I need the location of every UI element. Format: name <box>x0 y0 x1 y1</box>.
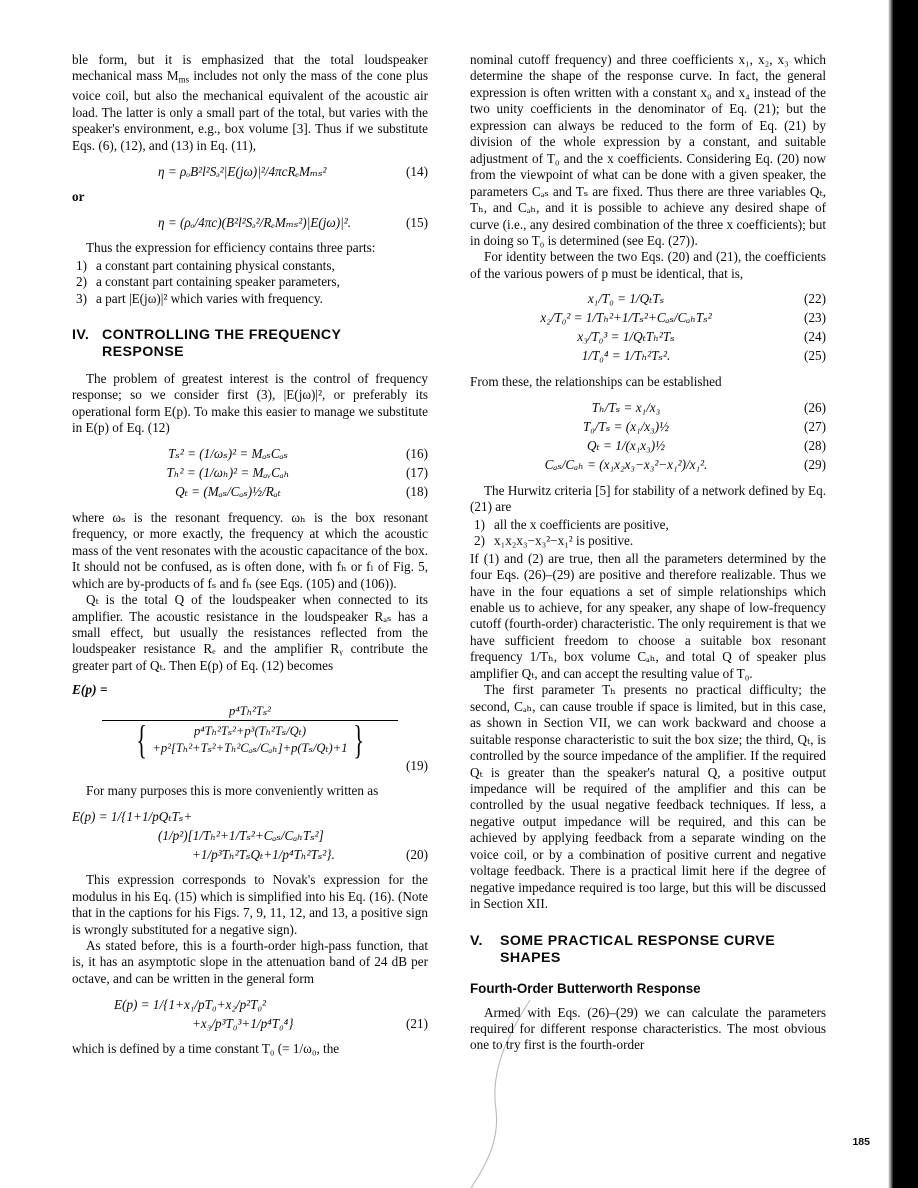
paragraph-continuation: ble form, but it is emphasized that the total loudspeaker mechanical mass $M_{ms}$ includes not only the mass of the cone plus voice coil, but also the mechanical equivalent of the acoustic air load. The latter is only a small part of the total, but varies with the speaker's environment, e.g., box volume [3]. Thus if we substitute Eqs. (6), (12), and (13) in Eq. (11), <box>72 52 428 153</box>
paragraph-time-constant: which is defined by a time constant T₀ (= 1/ω₀, the <box>72 1041 340 1057</box>
paragraph-frequency-control: The problem of greatest interest is the control of frequency response; so we consider first (3), |E(jω)|², or preferably its operational form E(p). To make this easier to manage we substitute in E(p) of Eq. (12) <box>72 371 428 436</box>
section-heading-v <box>470 933 826 967</box>
paragraph-identity: For identity between the two Eqs. (20) and (21), the coefficients of the various powers of p must be identical, that is, <box>470 249 826 281</box>
equation-20 <box>72 807 428 864</box>
equation-22-body: x₁/T₀ = 1/QₜTₛ <box>587 291 665 307</box>
section-iv-number: IV. <box>72 327 90 344</box>
equations-16-18 <box>72 444 428 501</box>
equation-14 <box>72 162 428 181</box>
equation-19-denominator-line2: +p²[Tₕ²+Tₛ²+Tₕ²Cₐₛ/Cₐₕ]+p(Tₛ/Qₜ)+1 <box>152 741 348 756</box>
equation-14-number: (14) <box>406 164 428 180</box>
section-v-number: V. <box>470 932 483 949</box>
equation-24-body: x₃/T₀³ = 1/QₜTₕ²Tₛ <box>577 329 675 345</box>
list-marker: 1) <box>76 257 87 273</box>
equation-22-number: (22) <box>804 291 826 307</box>
equation-15-number: (15) <box>406 215 428 231</box>
list-marker: 1) <box>474 516 485 532</box>
right-column <box>470 52 826 1054</box>
list-item <box>470 517 826 533</box>
right-brace: } <box>352 717 364 763</box>
equation-19-fraction <box>72 703 428 775</box>
equation-29-number: (29) <box>804 456 826 472</box>
equation-19-lhs: E(p) = <box>72 682 108 698</box>
equation-17-body: Tₕ² = (1/ωₕ)² = MₐᵥCₐₕ <box>166 464 290 480</box>
equation-25-number: (25) <box>804 348 826 364</box>
equation-23-body: x₂/T₀² = 1/Tₕ²+1/Tₛ²+Cₐₛ/CₐₕTₛ² <box>540 310 712 326</box>
paragraph-parameters-discussion: The first parameter Tₕ presents no practical difficulty; the second, Cₐₕ, can cause trouble if space is limited, but in this case, as shown in Section VII, we can work backward and choose a suitable response characteristic to suit the box size; the third, Qₜ, is controlled by the source impedance of the amplifier. If the required Qₜ is greater than the speaker's natural Q, a positive output impedance will be required of the amplifier and this can be controlled by the usual negative feedback techniques. If less, a negative output impedance will be required, and this can be achieved by applying feedback from a separate winding on the voice coil, or by a combination of positive current and negative voltage feedback. There is a practical limit here if the degree of negative impedance required is too large, but this will be discussed in Section XII. <box>470 682 826 912</box>
paragraph-novak: This expression corresponds to Novak's expression for the modulus in his Eq. (15) which is simplified into his Eq. (16). (Note that in the captions for his Figs. 7, 9, 11, 12, and 13, a positive sign is wrongly substituted for a negative sign). <box>72 872 428 937</box>
list-item-label: all the x coefficients are positive, <box>494 516 669 532</box>
section-iv-title-line2: RESPONSE <box>102 344 185 361</box>
paragraph-efficiency-parts: Thus the expression for efficiency contains three parts: <box>86 240 376 256</box>
equation-19 <box>72 682 428 774</box>
or-connector: or <box>72 189 85 205</box>
equation-23-number: (23) <box>804 310 826 326</box>
equation-20-line2: (1/p²)[1/Tₕ²+1/Tₛ²+Cₐₛ/CₐₕTₛ²] <box>158 828 324 844</box>
equation-18-number: (18) <box>406 483 428 499</box>
equation-18-body: Qₜ = (Mₐₛ/Cₐₛ)½/Rₐₜ <box>175 483 281 499</box>
equation-21 <box>72 995 428 1033</box>
list-item <box>72 258 428 274</box>
paragraph-hurwitz: The Hurwitz criteria [5] for stability of a network defined by Eq. (21) are <box>470 482 826 515</box>
paragraph-relationships: From these, the relationships can be established <box>470 374 722 390</box>
paragraph-realizable: If (1) and (2) are true, then all the parameters determined by the four Eqs. (26)–(29) are positive and therefore realizable. Thus we have in the four equations a set of simple relationships which enable us to achieve, for any speaker, any shape of low-frequency cutoff (fourth-order) characteristic. The only requirement is that we have sufficient freedom to choose a suitable box resonant frequency 1/Tₕ, box volume Cₐₕ, and total Q of speaker plus amplifier Qₜ, and can accept the resulting value of T₀. <box>470 550 826 681</box>
equation-28-number: (28) <box>804 437 826 453</box>
equation-21-number: (21) <box>406 1016 428 1032</box>
list-item-label: a constant part containing physical constants, <box>96 257 335 273</box>
list-marker: 2) <box>474 533 485 549</box>
list-item-label: a part |E(jω)|² which varies with frequency. <box>96 290 323 306</box>
equation-17-number: (17) <box>406 464 428 480</box>
section-heading-iv <box>72 327 428 361</box>
paragraph-butterworth-intro: Armed with Eqs. (26)–(29) we can calculate the parameters required for different response characteristics. The most obvious one to try first is the fourth-order <box>470 1004 826 1053</box>
equation-26-body: Tₕ/Tₛ = x₁/x₃ <box>591 399 661 415</box>
list-item-label: a constant part containing speaker parameters, <box>96 274 340 290</box>
equation-14-body: η = ρₒB²l²Sₔ²|E(jω)|²/4πcRₑMₘₛ² <box>158 164 327 180</box>
equation-21-line1: E(p) = 1/{1+x₁/pT₀+x₂/p²T₀² <box>114 997 266 1013</box>
equation-20-number: (20) <box>406 847 428 863</box>
list-item-label: x₁x₂x₃−x₃²−x₁² is positive. <box>494 533 634 549</box>
equation-15 <box>72 213 428 232</box>
left-column <box>72 52 428 1058</box>
equation-20-line3: +1/p³Tₕ²TₛQₜ+1/p⁴Tₕ²Tₛ²}. <box>192 847 335 863</box>
section-v-title-line1: SOME PRACTICAL RESPONSE CURVE <box>500 932 776 949</box>
list-item <box>72 291 428 307</box>
equation-29-body: Cₐₛ/Cₐₕ = (x₁x₂x₃−x₃²−x₁²)/x₁². <box>544 456 708 472</box>
section-iv-title-line1: CONTROLLING THE FREQUENCY <box>102 327 342 344</box>
equations-26-29 <box>470 398 826 474</box>
efficiency-parts-list <box>72 258 428 307</box>
equation-20-line1: E(p) = 1/{1+1/pQₜTₛ+ <box>72 809 193 825</box>
equation-26-number: (26) <box>804 399 826 415</box>
paragraph-fourth-order-highpass: As stated before, this is a fourth-order high-pass function, that is, it has an asymptotic slope in the attenuation band of 24 dB per octave, and can be written in the general form <box>72 938 428 986</box>
equation-16-number: (16) <box>406 445 428 461</box>
equation-16-body: Tₛ² = (1/ωₛ)² = MₐₛCₐₛ <box>168 445 288 461</box>
equation-27-body: T₀/Tₛ = (x₁/x₃)½ <box>582 418 670 434</box>
equation-27-number: (27) <box>804 418 826 434</box>
page-number: 185 <box>852 1136 870 1148</box>
equation-28-body: Qₜ = 1/(x₁x₃)½ <box>586 437 666 453</box>
list-marker: 2) <box>76 274 87 290</box>
equation-25-body: 1/T₀⁴ = 1/Tₕ²Tₛ². <box>581 348 671 364</box>
section-v-title-line2: SHAPES <box>500 949 561 966</box>
equation-21-line2: +x₃/p³T₀³+1/p⁴T₀⁴} <box>192 1016 294 1032</box>
list-item <box>470 533 826 549</box>
list-item <box>72 274 428 290</box>
paragraph-total-q: Qₜ is the total Q of the loudspeaker when connected to its amplifier. The acoustic resistance in the loudspeaker Rₐₛ has a small effect, but usually the resistances reflected from the loudspeaker resistance Rₑ and the amplifier Rᵧ contribute the greater part of Qₜ. Then E(p) of Eq. (12) becomes <box>72 592 428 673</box>
subsection-heading-butterworth: Fourth-Order Butterworth Response <box>470 980 701 996</box>
list-marker: 3) <box>76 290 87 306</box>
paragraph-omega-definitions: where ωₛ is the resonant frequency. ωₕ is the box resonant frequency, or more exactly, the frequency at which the acoustic mass of the vent resonates with the acoustic capacitance of the box. It should not be confused, as is often done, with fₕ or fₗ of Fig. 5, which are by-products of fₛ and fₕ (see Eqs. (105) and (106)). <box>72 509 428 591</box>
equation-19-denominator-line1: p⁴Tₕ²Tₛ²+p³(Tₕ²Tₛ/Qₜ) <box>193 724 307 739</box>
equations-22-25 <box>470 289 826 365</box>
paragraph-convenient-form: For many purposes this is more conveniently written as <box>86 782 379 798</box>
equation-19-numerator: p⁴Tₕ²Tₛ² <box>229 703 271 718</box>
equation-24-number: (24) <box>804 329 826 345</box>
equation-19-number: (19) <box>406 758 428 774</box>
left-brace: { <box>136 717 148 763</box>
equation-15-body: η = (ρₒ/4πc)(B²l²Sₔ²/RₑMₘₛ²)|E(jω)|². <box>158 215 352 231</box>
hurwitz-criteria-list <box>470 517 826 550</box>
paragraph-coefficients: nominal cutoff frequency) and three coefficients x₁, x₂, x₃ which determine the shape of the response curve. In fact, the general expression is often written with a constant x₀ and x₄ instead of the two unity coefficients in the denominator of Eq. (21); but the expression can always be reduced to the form of Eq. (21) by division of the whole expression by a constant, and suitable adjustment of T₀ and the x coefficients. Considering Eq. (20) now from the viewpoint of what can be done with a given speaker, the parameters Cₐₛ and Tₛ are fixed. Thus there are three variables Qₜ, Tₕ, and Cₐₕ, and it is possible to achieve any desired shape of curve (i.e., any desired combination of the three x coefficients); but in doing so T₀ is determined (see Eq. (27)). <box>470 52 826 248</box>
